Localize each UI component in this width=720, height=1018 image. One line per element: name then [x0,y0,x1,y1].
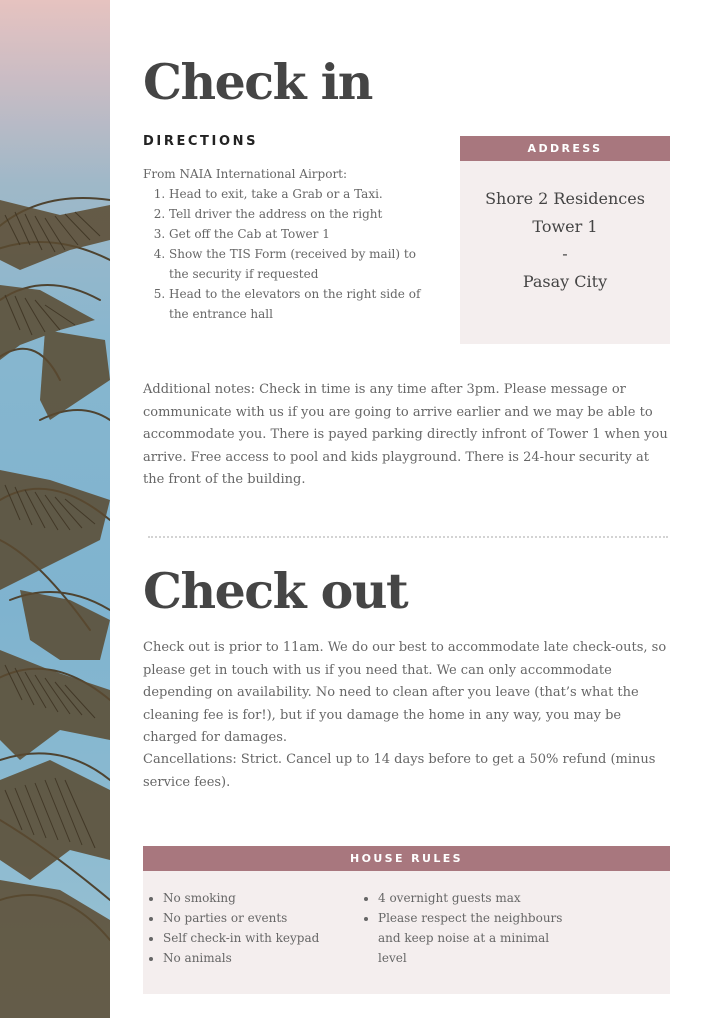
directions-block [143,164,423,324]
address-line: Tower 1 [532,216,598,236]
house-rules-list-right [358,888,568,968]
cancellation-policy: Cancellations: Strict. Cancel up to 14 days before to get a 50% refund (minus service fees). [143,752,656,790]
house-rule-item: • No animals [163,948,358,968]
direction-step: 3. Get off the Cab at Tower 1 [169,224,423,244]
checkin-notes: Additional notes: Check in time is any time after 3pm. Please message or communicate with us if you are going to arrive earlier and we may be able to accommodate you. There is payed parking directly infront of Tower 1 when you arrive. Free access to pool and kids playground. There is 24-hour security at the front of the building. [143,382,668,487]
section-divider [148,536,668,538]
address-label: ADDRESS [460,136,670,161]
house-rule-item: • 4 overnight guests max [378,888,568,908]
direction-step: 1. Head to exit, take a Grab or a Taxi. [169,184,423,204]
house-rule-item: • No parties or events [163,908,358,928]
direction-step: 2. Tell driver the address on the right [169,204,423,224]
checkout-title: Check out [143,562,408,620]
directions-intro: From NAIA International Airport: [143,167,348,181]
checkin-title: Check in [143,53,372,111]
directions-label: DIRECTIONS [143,134,259,149]
house-rules-box [143,846,670,994]
palm-tree-photo [0,0,110,1018]
house-rule-item: • Please respect the neighbours and keep noise at a minimal level [378,908,568,968]
house-rules-columns [143,871,670,968]
palm-fronds-illustration [0,0,110,1018]
address-box [460,136,670,344]
checkout-text: Check out is prior to 11am. We do our best to accommodate late check-outs, so please get in touch with us if you need that. We can only accommodate depending on availability. No need to clean after you leave (that’s what the cleaning fee is for!), but if you damage the home in any way, you may be charged for damages. [143,640,667,745]
direction-step: 5. Head to the elevators on the right side of the entrance hall [169,284,423,324]
house-rule-item: • No smoking [163,888,358,908]
house-rules-label: HOUSE RULES [143,846,670,871]
address-line: - [562,244,568,263]
house-rule-item: • Self check-in with keypad [163,928,358,948]
directions-steps [143,184,423,324]
address-lines [460,185,670,295]
address-line: Pasay City [522,271,608,291]
address-line: Shore 2 Residences [485,189,645,208]
direction-step: 4. Show the TIS Form (received by mail) to the security if requested [169,244,423,284]
house-rules-list-left [143,888,358,968]
